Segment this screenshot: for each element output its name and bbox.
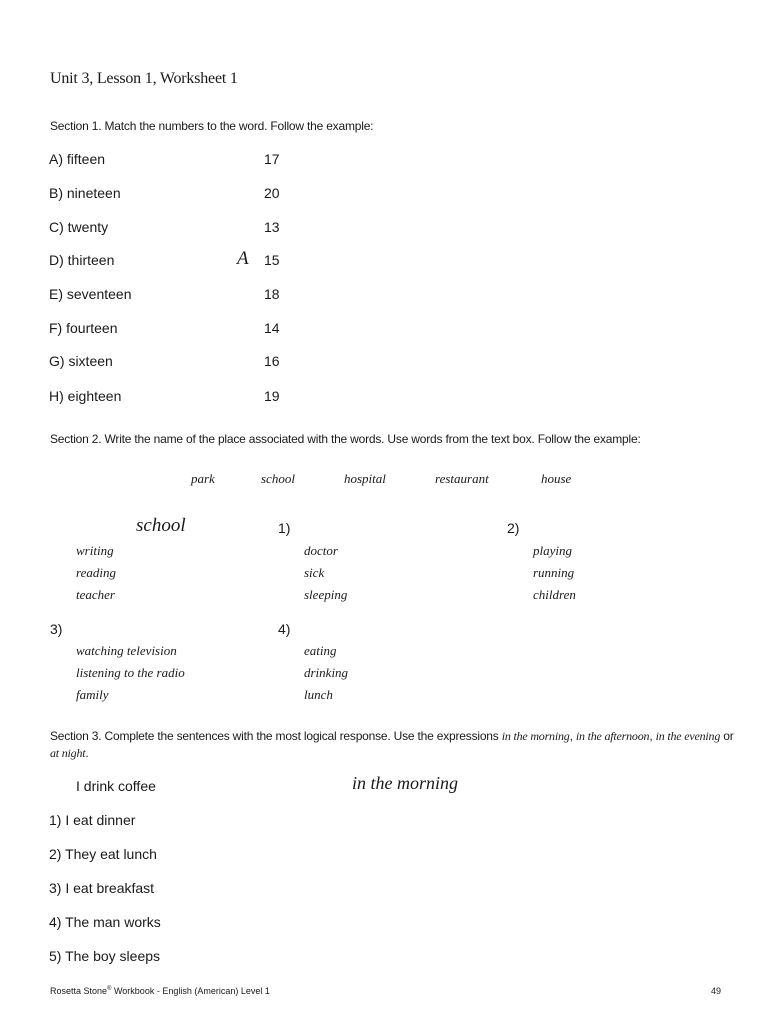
word-box-item: house <box>541 471 572 486</box>
match-number: 19 <box>264 388 280 404</box>
registered-mark: ® <box>107 986 112 992</box>
sentence: 4) The man works <box>49 914 161 930</box>
clue-word: lunch <box>304 687 333 702</box>
section-1-instruction: Section 1. Match the numbers to the word. Follow the example: <box>50 119 374 133</box>
clue-word: watching television <box>76 643 177 658</box>
example-place-answer: school <box>136 515 186 536</box>
match-number: 16 <box>264 353 280 369</box>
separator: , <box>649 729 656 743</box>
word-box-item: park <box>191 471 215 486</box>
match-number: 15 <box>264 252 280 268</box>
sentence: 1) I eat dinner <box>49 812 136 828</box>
match-number: 14 <box>264 320 280 336</box>
clue-word: reading <box>76 565 116 580</box>
sentence: 2) They eat lunch <box>49 846 157 862</box>
clue-word: eating <box>304 643 337 658</box>
section-3-instruction <box>50 728 740 762</box>
page-title: Unit 3, Lesson 1, Worksheet 1 <box>50 70 238 87</box>
clue-word: listening to the radio <box>76 665 185 680</box>
time-expression: in the afternoon <box>575 729 650 743</box>
footer-title: Workbook - English (American) Level 1 <box>111 986 270 996</box>
word-box-item: hospital <box>344 471 386 486</box>
match-word: G) sixteen <box>49 353 113 369</box>
word-box-item: school <box>261 471 295 486</box>
match-word: H) eighteen <box>49 388 122 404</box>
match-number: 13 <box>264 219 280 235</box>
group-label: 1) <box>278 520 291 536</box>
clue-word: running <box>533 565 575 580</box>
group-label: 3) <box>50 621 63 637</box>
time-expression: in the evening <box>655 729 721 743</box>
word-box-item: restaurant <box>435 471 489 486</box>
separator: . <box>85 746 89 760</box>
match-word: D) thirteen <box>49 252 115 268</box>
example-sentence: I drink coffee <box>76 778 156 794</box>
separator: or <box>720 729 734 743</box>
group-label: 4) <box>278 621 291 637</box>
clue-word: family <box>76 687 109 702</box>
match-word: F) fourteen <box>49 320 118 336</box>
sentence: 5) The boy sleeps <box>49 948 161 964</box>
clue-word: playing <box>533 543 572 558</box>
instruction-text: Section 3. Complete the sentences with the most logical response. Use the expressions <box>50 729 502 743</box>
time-expression: in the morning <box>501 729 570 743</box>
clue-word: sick <box>304 565 325 580</box>
match-word: C) twenty <box>49 219 109 235</box>
clue-word: drinking <box>304 665 349 680</box>
time-expression: at night <box>50 746 86 760</box>
match-number: 20 <box>264 185 280 201</box>
example-answer-letter: A <box>237 248 249 269</box>
clue-word: sleeping <box>304 587 348 602</box>
page-number: 49 <box>711 986 722 996</box>
match-word: E) seventeen <box>49 286 132 302</box>
footer-brand: Rosetta Stone <box>50 986 108 996</box>
clue-word: doctor <box>304 543 338 558</box>
separator: , <box>569 729 576 743</box>
clue-word: writing <box>76 543 114 558</box>
sentence: 3) I eat breakfast <box>49 880 155 896</box>
footer-text <box>50 986 270 996</box>
match-number: 17 <box>264 151 280 167</box>
clue-word: children <box>533 587 576 602</box>
clue-word: teacher <box>76 587 115 602</box>
match-word: A) fifteen <box>49 151 106 167</box>
group-label: 2) <box>507 520 520 536</box>
section-2-instruction: Section 2. Write the name of the place associated with the words. Use words from the text box. Follow the example: <box>50 432 641 446</box>
example-time-answer: in the morning <box>352 773 458 793</box>
match-word: B) nineteen <box>49 185 121 201</box>
match-number: 18 <box>264 286 280 302</box>
